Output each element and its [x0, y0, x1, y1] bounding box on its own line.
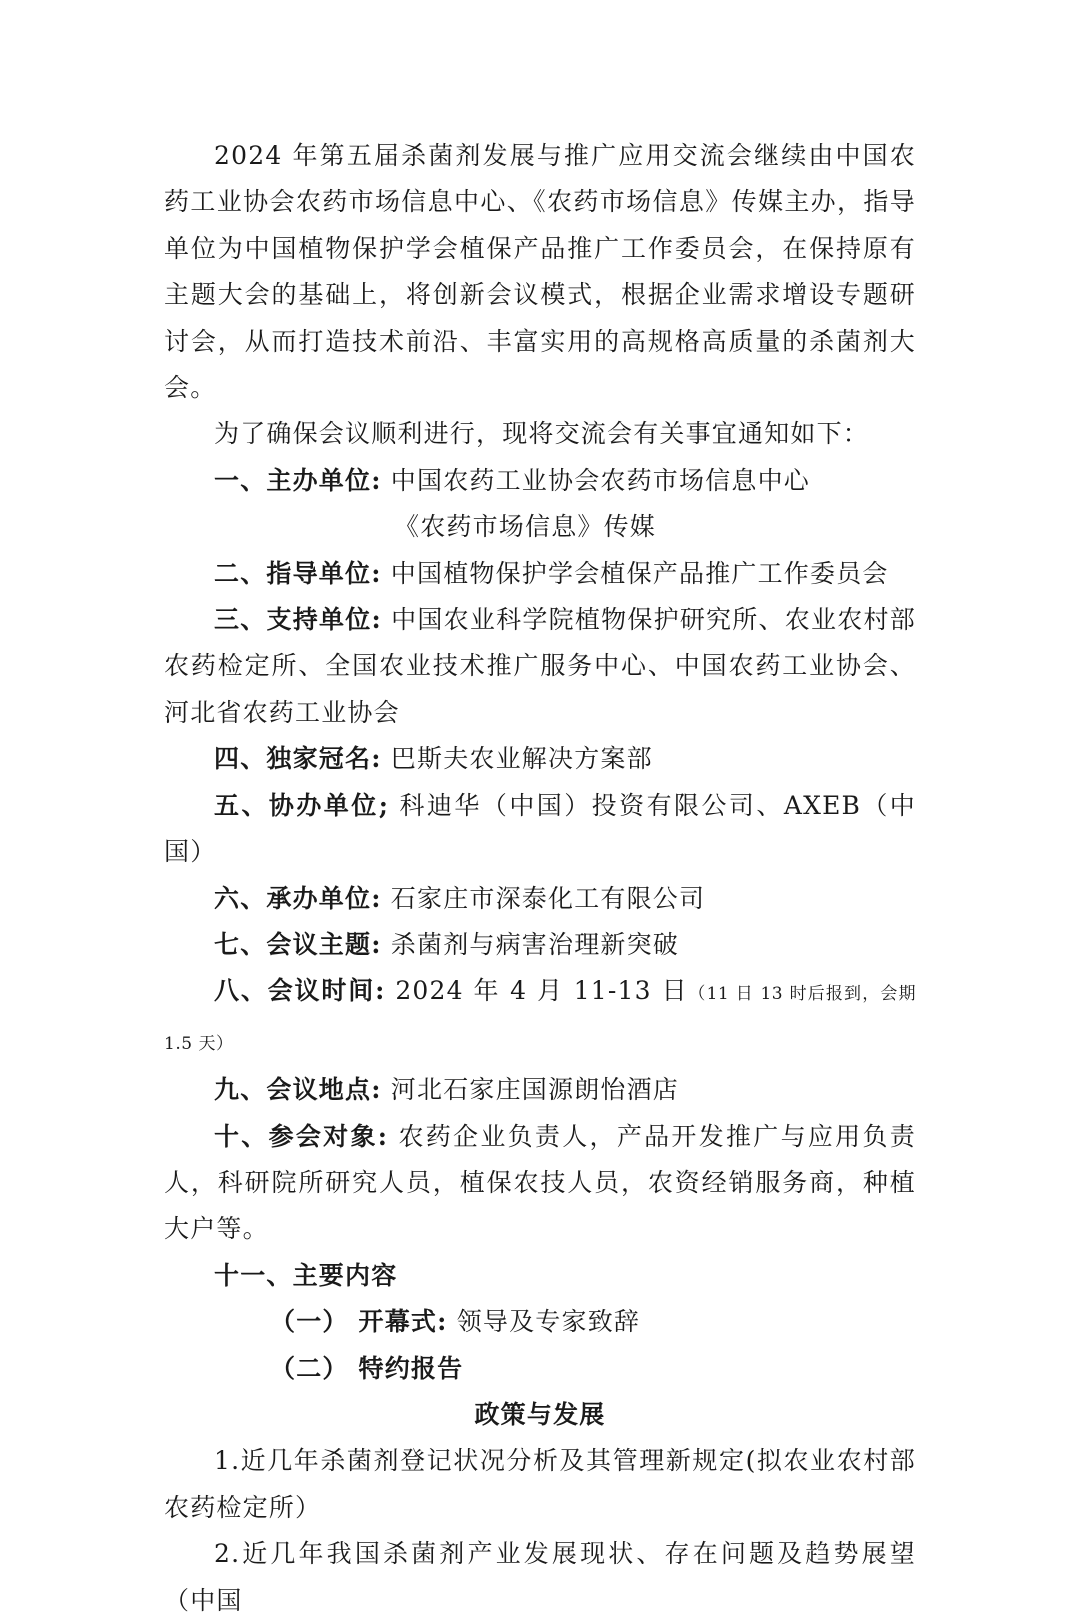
title-sponsor-section — [164, 736, 916, 782]
title-sponsor-value: 巴斯夫农业解决方案部 — [390, 744, 653, 774]
policy-item-1: 1.近几年杀菌剂登记状况分析及其管理新规定(拟农业农村部农药检定所） — [164, 1446, 916, 1522]
theme-label: 七、会议主题: — [214, 929, 382, 959]
venue-section — [164, 1067, 916, 1113]
opening-label: （一） 开幕式: — [270, 1307, 448, 1337]
support-label: 三、支持单位: — [214, 605, 382, 635]
co-host-label: 五、协办单位; — [214, 790, 390, 820]
support-value: 中国农业科学院植物保护研究所、农业农村部农药检定所、全国农业技术推广服务中心、中国农药工业协会、河北省农药工业协会 — [164, 605, 916, 727]
host-label: 一、主办单位: — [214, 465, 382, 495]
co-host-section — [164, 783, 916, 876]
co-host-value: 科迪华（中国）投资有限公司、AXEB（中国） — [164, 790, 916, 867]
attendees-value: 农药企业负责人，产品开发推广与应用负责人，科研院所研究人员，植保农技人员，农资经销服务商，种植大户等。 — [164, 1121, 916, 1244]
venue-label: 九、会议地点: — [214, 1075, 382, 1105]
guide-label: 二、指导单位: — [214, 558, 382, 588]
main-content-heading: 十一、主要内容 — [214, 1260, 398, 1290]
organizer-value: 石家庄市深泰化工有限公司 — [390, 883, 706, 913]
theme-value: 杀菌剂与病害治理新突破 — [390, 929, 679, 959]
notice-sentence: 为了确保会议顺利进行，现将交流会有关事宜通知如下： — [214, 419, 870, 449]
opening-value: 领导及专家致辞 — [456, 1307, 641, 1337]
time-note: （11 日 13 时后报到，会期 1.5 天） — [164, 984, 922, 1054]
host-value-2: 《农药市场信息》传媒 — [394, 512, 657, 542]
intro-paragraph: 2024 年第五届杀菌剂发展与推广应用交流会继续由中国农药工业协会农药市场信息中心、《农药市场信息》传媒主办，指导单位为中国植物保护学会植保产品推广工作委员会，在保持原有主题大会的基础上，将创新会议模式，根据企业需求增设专题研讨会，从而打造技术前沿、丰富实用的高规格高质量的杀菌剂大会。 — [164, 141, 916, 403]
title-sponsor-label: 四、独家冠名: — [214, 744, 382, 774]
time-section — [164, 968, 922, 1067]
opening-section — [164, 1299, 916, 1345]
host-section — [164, 458, 916, 504]
attendees-section — [164, 1114, 916, 1253]
support-section — [164, 597, 916, 736]
guide-section — [164, 551, 916, 597]
reports-heading: （二） 特约报告 — [270, 1353, 464, 1383]
policy-heading: 政策与发展 — [474, 1399, 606, 1429]
guide-value: 中国植物保护学会植保产品推广工作委员会 — [390, 558, 889, 588]
time-value: 2024 年 4 月 11-13 日 — [395, 976, 689, 1006]
policy-item-2: 2.近几年我国杀菌剂产业发展现状、存在问题及趋势展望（中国 — [164, 1539, 916, 1615]
theme-section — [164, 922, 916, 968]
attendees-label: 十、参会对象: — [214, 1121, 389, 1151]
host-value: 中国农药工业协会农药市场信息中心 — [390, 465, 810, 495]
venue-value: 河北石家庄国源朗怡酒店 — [390, 1075, 679, 1105]
time-label: 八、会议时间: — [214, 976, 386, 1006]
organizer-section — [164, 876, 916, 922]
organizer-label: 六、承办单位: — [214, 883, 382, 913]
